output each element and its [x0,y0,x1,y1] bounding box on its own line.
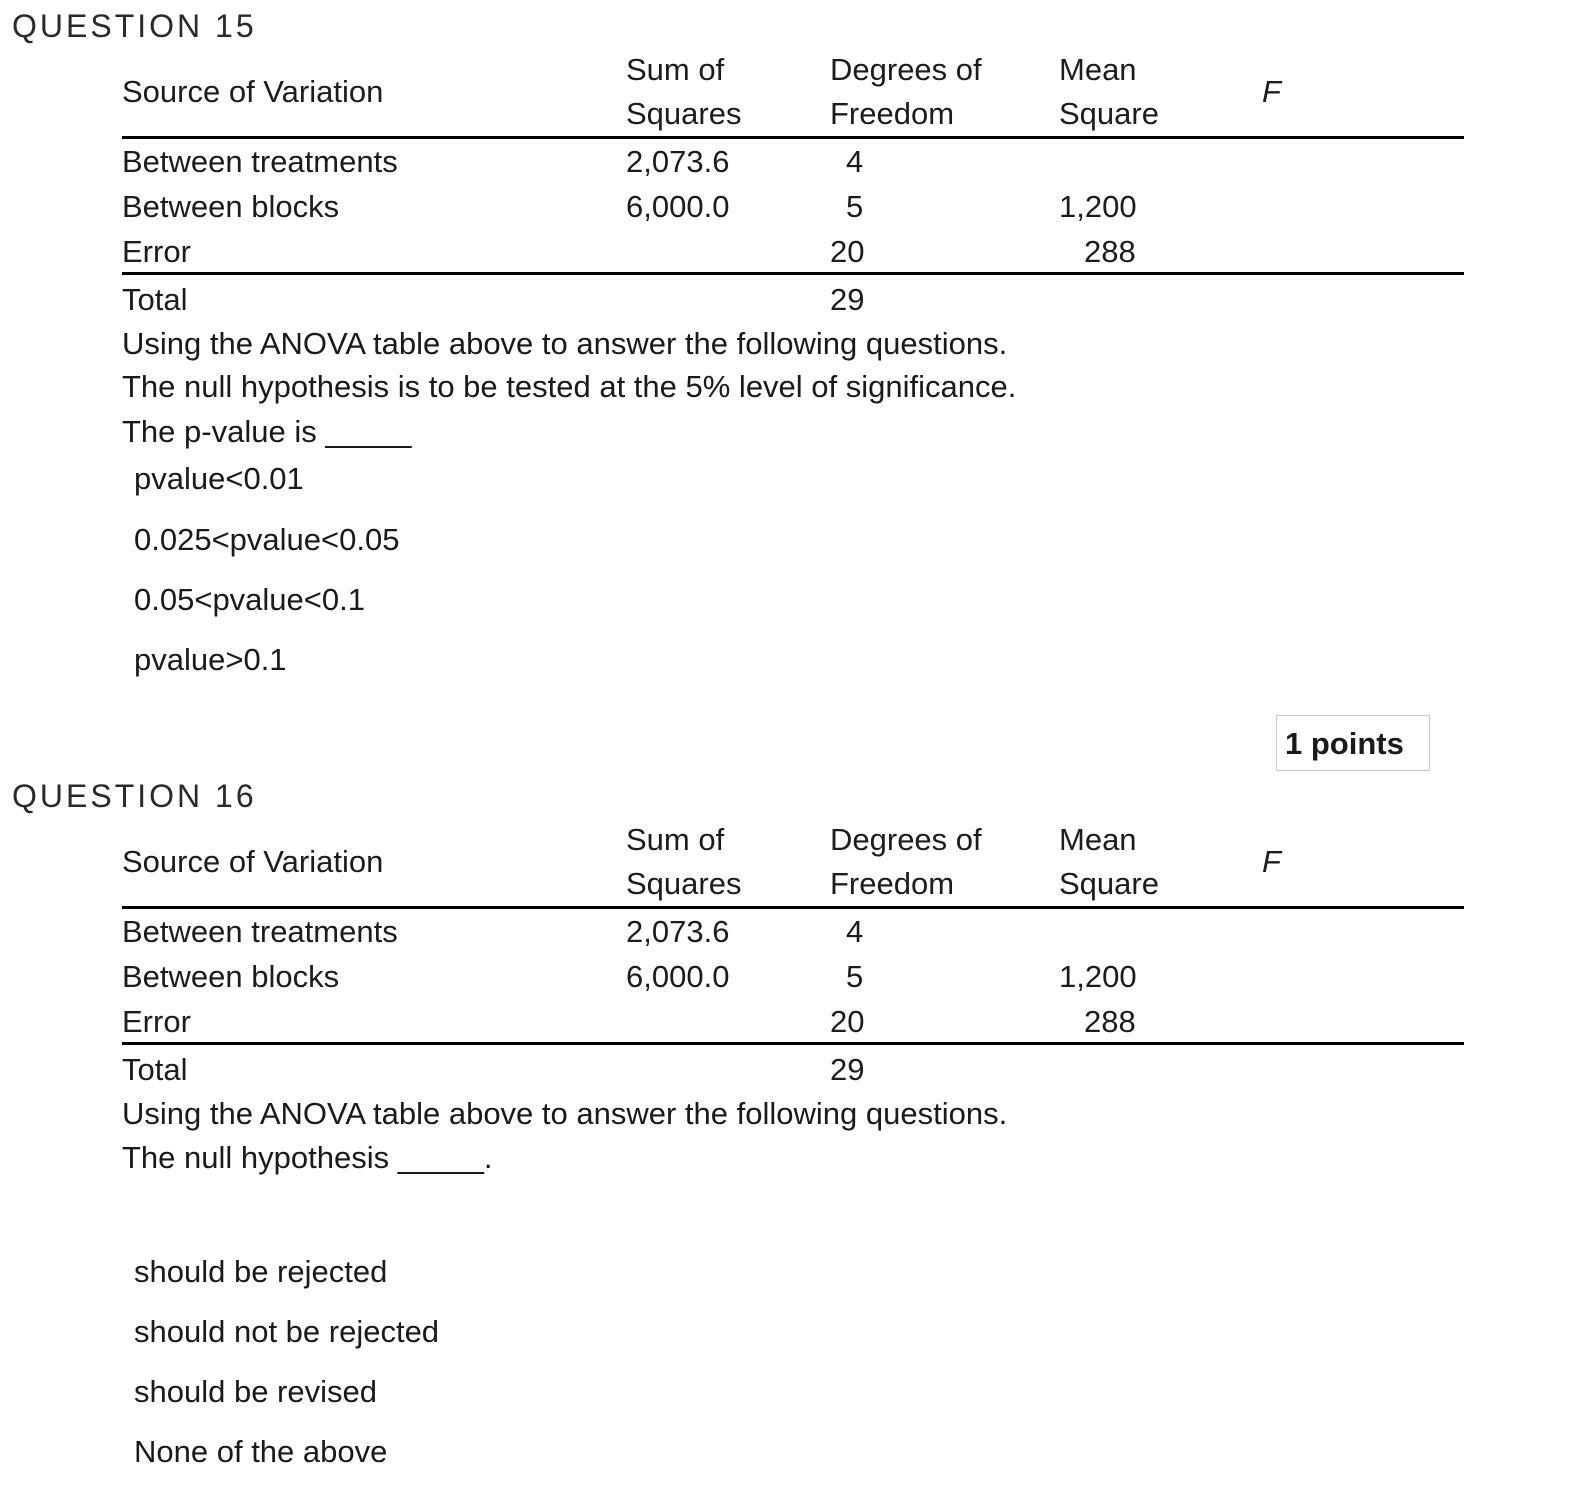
q15-option-2[interactable]: 0.025<pvalue<0.05 [134,522,400,557]
anova-table-q15 [122,54,1464,354]
header-df-line1: Degrees of [830,822,982,857]
header-df-line2: Freedom [830,866,955,901]
row-treatments-ss: 2,073.6 [626,144,730,179]
header-ms-line2: Square [1059,866,1159,901]
row-total-df: 29 [830,282,865,317]
q15-prompt-line-1: Using the ANOVA table above to answer the following questions. [122,326,1008,361]
row-treatments-df: 4 [846,144,864,179]
header-df-line2: Freedom [830,96,955,131]
row-blocks-source: Between blocks [122,959,340,994]
header-ms-line1: Mean [1059,822,1137,857]
q15-prompt-line-2: The null hypothesis is to be tested at the 5% level of significance. [122,369,1017,404]
header-ss-line1: Sum of [626,52,725,87]
row-total-source: Total [122,282,188,317]
row-error-ms: 288 [1084,1004,1136,1039]
row-blocks-ss: 6,000.0 [626,189,730,224]
header-f: F [1262,844,1281,879]
header-ss-line2: Squares [626,866,742,901]
row-total-source: Total [122,1052,188,1087]
table-total-rule [122,272,1464,275]
q16-prompt-line-2: The null hypothesis _____. [122,1140,493,1175]
anova-table-q16 [122,824,1464,1124]
row-treatments-source: Between treatments [122,144,398,179]
row-treatments-source: Between treatments [122,914,398,949]
row-error-ms: 288 [1084,234,1136,269]
row-error-source: Error [122,234,191,269]
q15-option-4[interactable]: pvalue>0.1 [134,642,287,677]
row-error-source: Error [122,1004,191,1039]
row-blocks-ms: 1,200 [1059,189,1137,224]
table-top-rule [122,136,1464,139]
row-blocks-ms: 1,200 [1059,959,1137,994]
q16-option-3[interactable]: should be revised [134,1374,377,1409]
points-badge: 1 points [1276,715,1430,771]
q16-option-1[interactable]: should be rejected [134,1254,388,1289]
row-blocks-source: Between blocks [122,189,340,224]
row-error-df: 20 [830,1004,865,1039]
table-total-rule [122,1042,1464,1045]
header-ms-line2: Square [1059,96,1159,131]
row-error-df: 20 [830,234,865,269]
header-source: Source of Variation [122,844,384,879]
question-15-title: QUESTION 15 [12,8,257,44]
header-ms-line1: Mean [1059,52,1137,87]
header-ss-line2: Squares [626,96,742,131]
header-f: F [1262,74,1281,109]
row-blocks-df: 5 [846,959,864,994]
row-treatments-df: 4 [846,914,864,949]
row-total-df: 29 [830,1052,865,1087]
header-df-line1: Degrees of [830,52,982,87]
q16-prompt-line-1: Using the ANOVA table above to answer the following questions. [122,1096,1008,1131]
row-blocks-ss: 6,000.0 [626,959,730,994]
q15-prompt-line-3: The p-value is _____ [122,414,412,449]
header-ss-line1: Sum of [626,822,725,857]
q15-option-1[interactable]: pvalue<0.01 [134,461,304,496]
q15-option-3[interactable]: 0.05<pvalue<0.1 [134,582,365,617]
table-top-rule [122,906,1464,909]
question-16-title: QUESTION 16 [12,778,257,814]
row-blocks-df: 5 [846,189,864,224]
q16-option-2[interactable]: should not be rejected [134,1314,440,1349]
header-source: Source of Variation [122,74,384,109]
q16-option-4[interactable]: None of the above [134,1434,388,1469]
row-treatments-ss: 2,073.6 [626,914,730,949]
